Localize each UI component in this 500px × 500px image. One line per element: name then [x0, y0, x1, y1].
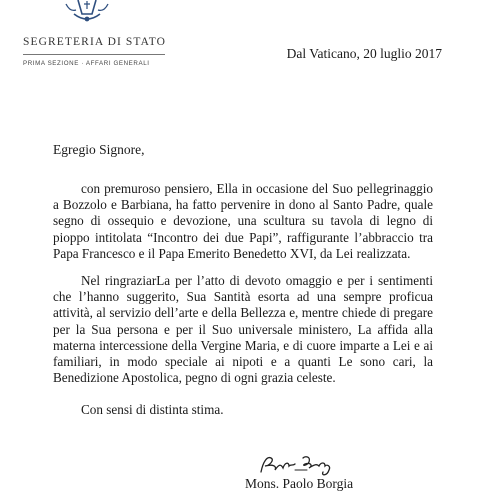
office-title: SEGRETERIA DI STATO [23, 36, 167, 48]
paragraph-text: Nel ringraziarLa per l’atto di devoto omaggio e per i sentimenti che l’hanno suggerito, Sua Santità esorta ad una sempre proficua attività, al servizio dell’arte e della Bellezza e, mentre chiede di pregare per la Sua persona e per il Suo universale ministero, La affida alla materna intercessione della Vergine Maria, e di cuore imparte a Lei e ai familiari, in modo speciale ai nipoti e a quanti Le sono cari, la Benedizione Apostolica, pegno di ogni grazia celeste. [53, 273, 433, 386]
paragraph-2 [53, 273, 433, 386]
paragraph-text: Con sensi di distinta stima. [81, 402, 224, 417]
salutation: Egregio Signore, [53, 142, 145, 157]
letterhead-divider [23, 54, 165, 55]
paragraph-1 [53, 181, 433, 262]
paragraph-closing [53, 402, 433, 418]
office-section: PRIMA SEZIONE · AFFARI GENERALI [23, 60, 150, 67]
papal-crest-icon [60, 0, 114, 24]
handwritten-signature [255, 452, 343, 478]
dateline: Dal Vaticano, 20 luglio 2017 [286, 46, 442, 61]
signer-name: Mons. Paolo Borgia [245, 476, 354, 491]
paragraph-text: con premuroso pensiero, Ella in occasione del Suo pellegrinaggio a Bozzolo e Barbiana, ha fatto pervenire in dono al Santo Padre, quale segno di ossequio e devozione, una scultura su tavola di legno di pioppo intitolata “Incontro dei due Papi”, raffigurante l’abbraccio tra Papa Francesco e il Papa Emerito Benedetto XVI, da Lei realizzata. [53, 181, 433, 261]
